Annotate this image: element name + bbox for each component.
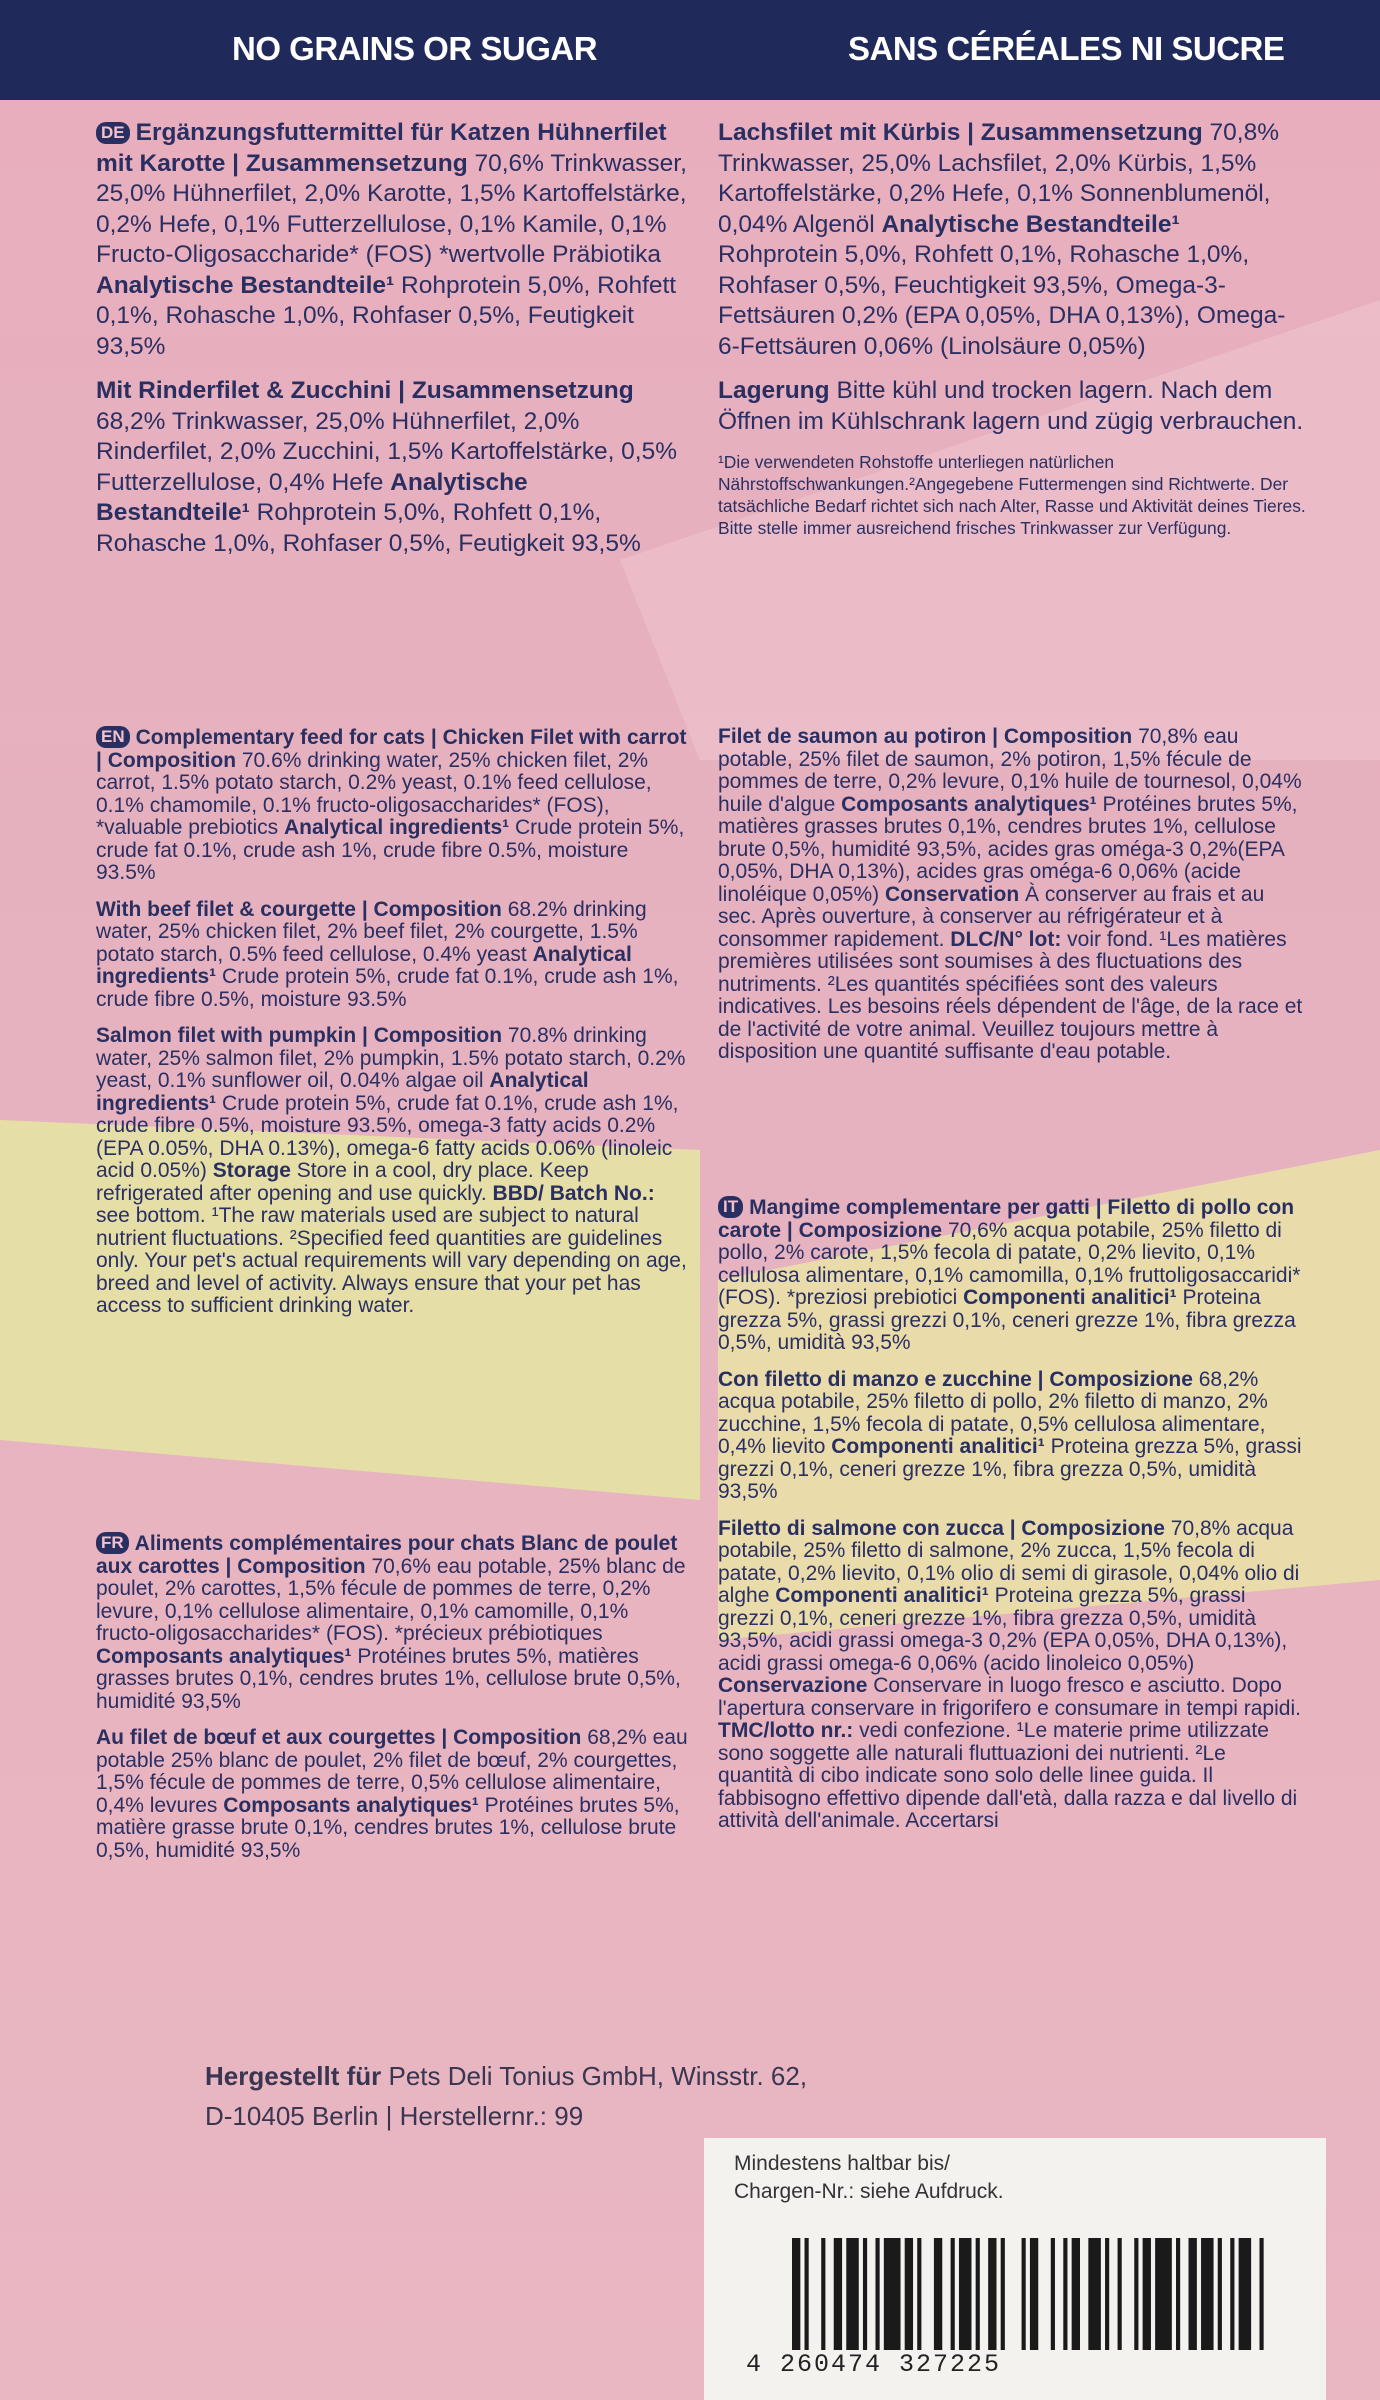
de-beef-heading: Mit Rinderfilet & Zucchini | Zusammensetzung bbox=[96, 377, 634, 404]
barcode-bar bbox=[1030, 2238, 1038, 2350]
barcode-bar bbox=[1189, 2238, 1197, 2350]
barcode-bar bbox=[1176, 2238, 1180, 2350]
en-storage-text: Store in a cool, dry place. Keep refrigerated after opening and use quickly. bbox=[96, 1159, 589, 1205]
barcode-bar bbox=[875, 2238, 879, 2350]
batch-label bbox=[704, 2138, 1326, 2400]
de-storage-text: Bitte kühl und trocken lagern. Nach dem Öffnen im Kühlschrank lagern und zügig verbrauchen. bbox=[718, 377, 1304, 435]
manufacturer-info bbox=[205, 2056, 965, 2136]
barcode-bar bbox=[863, 2238, 867, 2350]
barcode-bar bbox=[917, 2238, 921, 2350]
en-chicken-analytical: Crude protein 5%, crude fat 0.1%, crude ash 1%, crude fibre 0.5%, moisture 93.5% bbox=[96, 816, 685, 884]
it-beef-composition: 68,2% acqua potabile, 25% filetto di pollo, 2% filetto di manzo, 2% zucchine, 1,5% fecola di patate, 0,5% cellulosa alimentare, 0,4% lievito bbox=[718, 1367, 1268, 1458]
fr-storage-label: Conservation bbox=[884, 882, 1020, 906]
de-storage-label: Lagerung bbox=[718, 377, 830, 404]
en-beef-heading: With beef filet & courgette | Composition bbox=[96, 897, 502, 921]
french-section-right bbox=[718, 726, 1306, 1078]
fr-salmon-heading: Filet de saumon au potiron | Composition bbox=[718, 725, 1133, 748]
it-language-badge: IT bbox=[718, 1196, 743, 1218]
barcode-bar bbox=[792, 2238, 800, 2350]
en-footnote: ¹The raw materials used are subject to natural nutrient fluctuations. ²Specified feed quantities are guidelines only. Your pet's actual requirements will vary depending on age, breed and level of activity. Always ensure that your pet has access to sufficient drinking water. bbox=[96, 1204, 687, 1317]
fr-beef-heading: Au filet de bœuf et aux courgettes | Composition bbox=[96, 1726, 582, 1749]
de-salmon-composition: 70,8% Trinkwasser, 25,0% Lachsfilet, 2,0% Kürbis, 1,5% Kartoffelstärke, 0,2% Hefe, 0,1% Sonnenblumenöl, 0,04% Algenöl bbox=[718, 119, 1279, 238]
en-salmon-heading: Salmon filet with pumpkin | Composition bbox=[96, 1024, 503, 1047]
fr-chicken-composition: 70,6% eau potable, 25% blanc de poulet, 2% carottes, 1,5% fécule de pommes de terre, 0,2% levure, 0,1% cellulose alimentaire, 0,1% camomille, 0,1% fructo-oligosaccharides* (FOS). *précieux prébiotiques bbox=[96, 1554, 686, 1645]
banner-title-en: NO GRAINS OR SUGAR bbox=[232, 30, 598, 67]
barcode-bar bbox=[1072, 2238, 1080, 2350]
de-chicken-paragraph bbox=[96, 118, 688, 362]
manufacturer-label: Hergestellt für bbox=[205, 2061, 382, 2091]
barcode-bar bbox=[821, 2238, 825, 2350]
barcode-bar bbox=[905, 2238, 913, 2350]
manufacturer-line-1 bbox=[205, 2056, 965, 2096]
fr-language-badge: FR bbox=[96, 1532, 129, 1554]
en-bbd-text: see bottom. bbox=[96, 1204, 206, 1227]
barcode-bar bbox=[1143, 2238, 1151, 2350]
french-section-left bbox=[96, 1532, 688, 1876]
fr-chicken-paragraph bbox=[96, 1532, 688, 1713]
de-storage-paragraph bbox=[718, 376, 1306, 437]
barcode-bar bbox=[951, 2238, 955, 2350]
de-beef-analytical-label: Analytische Bestandteile¹ bbox=[96, 468, 528, 526]
barcode-bar bbox=[1134, 2238, 1138, 2350]
en-chicken-composition: 70.6% drinking water, 25% chicken filet, 2% carrot, 1.5% potato starch, 0.2% yeast, 0.1% feed cellulose, 0.1% chamomile, 0.1% fructo-oligosaccharides* (FOS), *valuable prebiotics bbox=[96, 748, 652, 839]
it-chicken-analytical-label: Componenti analitici¹ bbox=[963, 1286, 1177, 1309]
barcode-bar bbox=[1001, 2238, 1005, 2350]
it-salmon-composition: 70,8% acqua potabile, 25% filetto di salmone, 2% zucca, 1,5% fecola di patate, 0,2% lievito, 0,1% olio di semi di girasole, 0,04% olio di alghe bbox=[718, 1516, 1300, 1607]
german-section-left bbox=[96, 118, 688, 573]
barcode-bar bbox=[988, 2238, 996, 2350]
batch-number-text: Chargen-Nr.: siehe Aufdruck. bbox=[734, 2180, 1004, 2203]
en-beef-paragraph bbox=[96, 899, 688, 1012]
en-language-badge: EN bbox=[96, 726, 130, 748]
german-section-right bbox=[718, 118, 1306, 553]
it-chicken-heading: Filetto di pollo con carote | Composizione bbox=[718, 1196, 1295, 1242]
top-banner bbox=[0, 0, 1380, 100]
en-beef-analytical-label: Analytical ingredients¹ bbox=[96, 942, 632, 988]
barcode-bar bbox=[834, 2238, 842, 2350]
en-intro: Complementary feed for cats | bbox=[135, 726, 437, 749]
en-chicken-paragraph bbox=[96, 726, 688, 885]
it-bbd-text: vedi confezione. bbox=[859, 1719, 1011, 1742]
fr-chicken-heading: Blanc de poulet aux carottes | Composition bbox=[96, 1532, 678, 1578]
english-section bbox=[96, 726, 688, 1332]
en-salmon-analytical: Crude protein 5%, crude fat 0.1%, crude ash 1%, crude fibre 0.5%, moisture 93.5%, omega-3 fatty acids 0.2% (EPA 0.05%, DHA 0.13%), omega-6 fatty acids 0.06% (linoleic acid 0.05%) bbox=[96, 1091, 679, 1182]
manufacturer-line-2: D-10405 Berlin | Herstellernr.: 99 bbox=[205, 2101, 584, 2131]
de-footnote: ¹Die verwendeten Rohstoffe unterliegen natürlichen Nährstoffschwankungen.²Angegebene Futtermengen sind Richtwerte. Der tatsächliche Bedarf richtet sich nach Alter, Rasse und Aktivität deines Tieres. Bitte stelle immer ausreichend frisches Trinkwasser zur Verfügung. bbox=[718, 452, 1306, 538]
fr-salmon-analytical-label: Composants analytiques¹ bbox=[841, 792, 1097, 816]
en-chicken-heading: Chicken Filet with carrot | Composition bbox=[96, 726, 687, 772]
barcode-bar bbox=[1063, 2238, 1067, 2350]
fr-beef-composition: 68,2% eau potable 25% blanc de poulet, 2% filet de bœuf, 2% courgettes, 1,5% fécule de pommes de terre, 0,5% cellulose alimentaire, 0,4% levures bbox=[96, 1726, 688, 1817]
fr-beef-analytical: Protéines brutes 5%, matière grasse brute 0,1%, cendres brutes 1%, cellulose brute 0,5%, humidité 93,5% bbox=[96, 1793, 680, 1862]
it-salmon-analytical-label: Componenti analitici¹ bbox=[775, 1584, 989, 1607]
de-chicken-heading: Hühnerfilet mit Karotte | Zusammensetzung bbox=[96, 119, 667, 177]
barcode-bar bbox=[884, 2238, 901, 2350]
en-salmon-analytical-label: Analytical ingredients¹ bbox=[96, 1069, 589, 1115]
it-beef-analytical-label: Componenti analitici¹ bbox=[831, 1435, 1045, 1458]
de-salmon-paragraph bbox=[718, 118, 1306, 362]
en-bbd-label: BBD/ Batch No.: bbox=[492, 1181, 655, 1205]
barcode-bar bbox=[1201, 2238, 1214, 2350]
fr-salmon-paragraph bbox=[718, 726, 1306, 1064]
barcode-bar bbox=[846, 2238, 859, 2350]
barcode-bar bbox=[1022, 2238, 1026, 2350]
fr-footnote: ¹Les matières premières utilisées sont soumises à des fluctuations des nutriments. ²Les quantités spécifiées sont des valeurs indicatives. Les besoins réels dépendent de l'âge, de la race et de l'activité de votre animal. Veuillez toujours mettre à disposition une quantité suffisante d'eau potable. bbox=[718, 927, 1303, 1063]
fr-bbd-text: voir fond. bbox=[1067, 927, 1154, 951]
barcode bbox=[792, 2238, 1272, 2350]
it-chicken-composition: 70,6% acqua potabile, 25% filetto di pollo, 2% carote, 1,5% fecola di patate, 0,2% lievito, 0,1% cellulosa alimentare, 0,1% camomilla, 0,1% fruttoligosaccaridi* (FOS). *preziosi prebiotici bbox=[718, 1218, 1301, 1309]
it-beef-paragraph bbox=[718, 1369, 1306, 1504]
de-beef-paragraph bbox=[96, 376, 688, 559]
en-beef-composition: 68.2% drinking water, 25% chicken filet, 2% beef filet, 2% courgette, 1.5% potato starch, 0.5% feed cellulose, 0.4% yeast bbox=[96, 897, 647, 966]
fr-storage-text: À conserver au frais et au sec. Après ouverture, à conserver au réfrigérateur et à consommer rapidement. bbox=[718, 882, 1265, 951]
en-beef-analytical: Crude protein 5%, crude fat 0.1%, crude ash 1%, crude fibre 0.5%, moisture 93.5% bbox=[96, 965, 679, 1011]
de-beef-analytical: Rohprotein 5,0%, Rohfett 0,1%, Rohasche 1,0%, Rohfaser 0,5%, Feutigkeit 93,5% bbox=[96, 499, 641, 557]
de-language-badge: DE bbox=[96, 122, 130, 144]
barcode-bar bbox=[1051, 2238, 1055, 2350]
it-beef-heading: Con filetto di manzo e zucchine | Composizione bbox=[718, 1367, 1193, 1391]
manufacturer-address: Pets Deli Tonius GmbH, Winsstr. 62, bbox=[388, 2061, 808, 2091]
de-chicken-composition: 70,6% Trinkwasser, 25,0% Hühnerfilet, 2,0% Karotte, 1,5% Kartoffelstärke, 0,2% Hefe, 0,1% Futterzellulose, 0,1% Kamile, 0,1% Fructo-Oligosaccharide* (FOS) *wertvolle Präbiotika bbox=[96, 149, 687, 268]
de-chicken-analytical: Rohprotein 5,0%, Rohfett 0,1%, Rohasche 1,0%, Rohfaser 0,5%, Feutigkeit 93,5% bbox=[96, 271, 677, 360]
batch-label-text bbox=[734, 2150, 1004, 2206]
en-chicken-analytical-label: Analytical ingredients¹ bbox=[283, 816, 510, 839]
barcode-bar bbox=[1230, 2238, 1234, 2350]
it-salmon-heading: Filetto di salmone con zucca | Composizione bbox=[718, 1516, 1165, 1540]
barcode-bar bbox=[1155, 2238, 1172, 2350]
it-footnote: ¹Le materie prime utilizzate sono soggette alle naturali fluttuazioni dei nutrienti. ²Le quantità di cibo indicate sono solo delle linee guida. Il fabbisogno effettivo dipende dall'età, dalla razza e dal livello di attività dell'animale. Accertarsi bbox=[718, 1719, 1298, 1832]
de-salmon-analytical: Rohprotein 5,0%, Rohfett 0,1%, Rohasche 1,0%, Rohfaser 0,5%, Feuchtigkeit 93,5%, Omega-3-Fettsäuren 0,2% (EPA 0,05%, DHA 0,13%), Omega-6-Fettsäuren 0,06% (Linolsäure 0,05%) bbox=[718, 241, 1286, 360]
de-salmon-heading: Lachsfilet mit Kürbis | Zusammensetzung bbox=[718, 119, 1203, 146]
best-before-text: Mindestens haltbar bis/ bbox=[734, 2152, 950, 2175]
de-intro: Ergänzungsfuttermittel für Katzen bbox=[135, 119, 531, 146]
fr-salmon-analytical: Protéines brutes 5%, matières grasses brutes 0,1%, cendres brutes 1%, cellulose brute 0,5%, humidité 93,5%, acides gras oméga-3 0,2%(EPA 0,05%, DHA 0,13%), acides gras oméga-6 0,06% (acide linoléique 0,05%) bbox=[718, 792, 1298, 906]
fr-salmon-composition: 70,8% eau potable, 25% filet de saumon, 2% potiron, 1,5% fécule de pommes de terre, 0,2% levure, 0,1% huile de tournesol, 0,04% huile d'algue bbox=[718, 725, 1302, 816]
it-salmon-analytical: Proteina grezza 5%, grassi grezzi 0,1%, ceneri grezze 1%, fibra grezza 0,5%, umidità 93,5%, acidi grassi omega-3 0,2% (EPA 0,05%, DHA 0,13%), acidi grassi omega-6 0,06% (acido linoleico 0,05%) bbox=[718, 1584, 1288, 1675]
de-beef-composition: 68,2% Trinkwasser, 25,0% Hühnerfilet, 2,0% Rinderfilet, 2,0% Zucchini, 1,5% Kartoffelstärke, 0,5% Futterzellulose, 0,4% Hefe bbox=[96, 407, 678, 496]
it-chicken-analytical: Proteina grezza 5%, grassi grezzi 0,1%, ceneri grezze 1%, fibra grezza 0,5%, umidità 93,5% bbox=[718, 1286, 1296, 1354]
fr-beef-paragraph bbox=[96, 1727, 688, 1862]
barcode-bar bbox=[805, 2238, 809, 2350]
en-salmon-composition: 70.8% drinking water, 25% salmon filet, 2% pumpkin, 1.5% potato starch, 0.2% yeast, 0.1% sunflower oil, 0.04% algae oil bbox=[96, 1024, 686, 1092]
italian-section bbox=[718, 1196, 1306, 1847]
fr-chicken-analytical-label: Composants analytiques¹ bbox=[96, 1644, 352, 1668]
it-beef-analytical: Proteina grezza 5%, grassi grezzi 0,1%, ceneri grezze 1%, fibra grezza 0,5%, umidità 93,5% bbox=[718, 1435, 1302, 1503]
barcode-number: 4 260474 327225 bbox=[746, 2350, 1002, 2379]
en-storage-label: Storage bbox=[212, 1159, 291, 1182]
fr-bbd-label: DLC/N° lot: bbox=[950, 927, 1062, 951]
de-chicken-analytical-label: Analytische Bestandteile¹ bbox=[96, 271, 395, 299]
it-salmon-paragraph bbox=[718, 1518, 1306, 1833]
it-storage-text: Conservare in luogo fresco e asciutto. Dopo l'apertura conservare in frigorifero e consumare in tempi rapidi. bbox=[718, 1674, 1301, 1720]
banner-title-fr: SANS CÉRÉALES NI SUCRE bbox=[848, 30, 1285, 67]
en-salmon-paragraph bbox=[96, 1025, 688, 1318]
fr-intro: Aliments complémentaires pour chats bbox=[134, 1532, 516, 1555]
it-bbd-label: TMC/lotto nr.: bbox=[718, 1719, 854, 1742]
it-storage-label: Conservazione bbox=[718, 1674, 868, 1697]
it-intro: Mangime complementare per gatti | bbox=[749, 1196, 1102, 1219]
de-salmon-analytical-label: Analytische Bestandteile¹ bbox=[881, 210, 1180, 238]
barcode-bar bbox=[959, 2238, 972, 2350]
fr-beef-analytical-label: Composants analytiques¹ bbox=[223, 1793, 479, 1817]
barcode-bar bbox=[976, 2238, 980, 2350]
barcode-bar bbox=[1218, 2238, 1222, 2350]
barcode-bar bbox=[1105, 2238, 1109, 2350]
barcode-bar bbox=[1259, 2238, 1263, 2350]
it-chicken-paragraph bbox=[718, 1196, 1306, 1355]
barcode-bar bbox=[1118, 2238, 1122, 2350]
barcode-bar bbox=[934, 2238, 942, 2350]
barcode-bar bbox=[1088, 2238, 1101, 2350]
fr-chicken-analytical: Protéines brutes 5%, matières grasses brutes 0,1%, cendres brutes 1%, cellulose brute 0,5%, humidité 93,5% bbox=[96, 1644, 681, 1713]
barcode-bar bbox=[1239, 2238, 1252, 2350]
